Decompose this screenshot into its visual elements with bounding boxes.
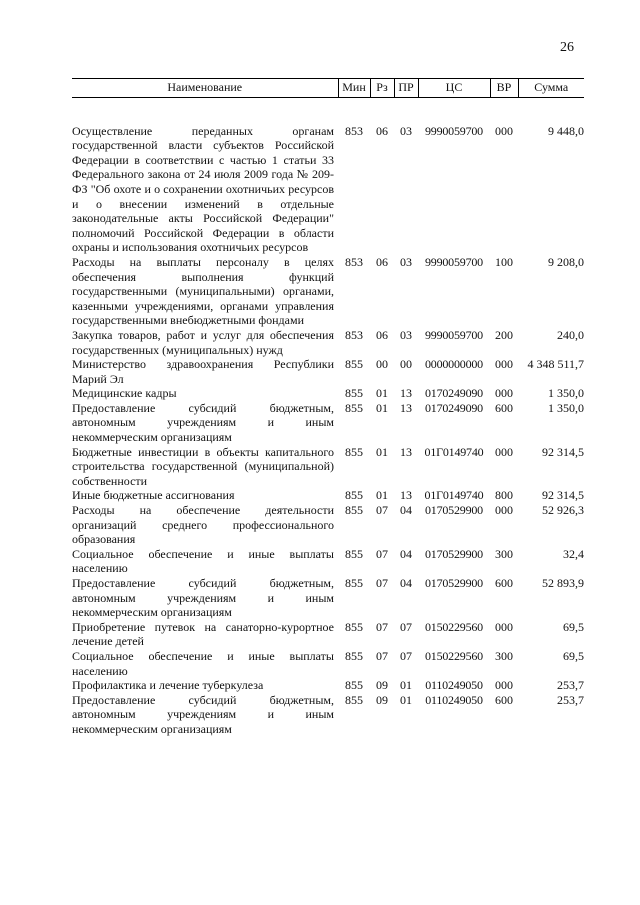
table-row: [72, 547, 584, 576]
cell-name: Расходы на выплаты персоналу в целях обеспечения выполнения функций государственными (муниципальными) органами, казенными учреждениями, органами управления государственными внебюджетными фондами: [72, 254, 334, 328]
cell-vr: 100: [495, 254, 513, 269]
cell-cs: 0170529900: [424, 503, 483, 518]
cell-sum: 253,7: [557, 692, 584, 707]
table-body: [72, 97, 584, 736]
cell-vr: 600: [495, 692, 513, 707]
cell-vr: 300: [495, 546, 513, 561]
cell-vr: 000: [495, 386, 513, 401]
cell-sum: 9 208,0: [548, 254, 584, 269]
cell-rz: 09: [376, 678, 388, 693]
cell-cs: 0170249090: [424, 400, 483, 415]
cell-min: 855: [345, 576, 363, 590]
cell-vr: 000: [495, 357, 513, 372]
page-number: 26: [560, 40, 574, 55]
cell-pr: 13: [400, 386, 412, 401]
cell-min: 855: [345, 488, 363, 503]
table-row: [72, 488, 584, 503]
cell-pr: 03: [400, 123, 412, 138]
cell-min: 855: [345, 619, 363, 634]
table-row: [72, 97, 584, 255]
cell-rz: 06: [376, 123, 388, 138]
cell-sum: 1 350,0: [548, 386, 584, 401]
cell-cs: 01Г0149740: [424, 488, 484, 503]
cell-vr: 300: [495, 648, 513, 663]
cell-pr: 07: [400, 619, 412, 634]
cell-cs: 0170249090: [424, 386, 483, 401]
table-row: [72, 620, 584, 649]
cell-sum: 9 448,0: [548, 123, 584, 138]
table-row: [72, 576, 584, 620]
cell-min: 855: [345, 692, 363, 707]
cell-min: 855: [345, 400, 363, 415]
cell-sum: 52 893,9: [542, 576, 584, 590]
cell-vr: 000: [495, 619, 513, 634]
cell-min: 855: [345, 678, 363, 693]
cell-name: Предоставление субсидий бюджетным, автономным учреждениям и иным некоммерческим организациям: [72, 576, 334, 620]
table-row: [72, 503, 584, 547]
cell-sum: 253,7: [557, 678, 584, 693]
cell-sum: 52 926,3: [542, 503, 584, 518]
cell-pr: 03: [400, 254, 412, 269]
cell-cs: 0170529900: [424, 546, 483, 561]
cell-pr: 01: [400, 678, 412, 693]
cell-vr: 800: [495, 488, 513, 503]
cell-min: 855: [345, 648, 363, 663]
cell-min: 855: [345, 386, 363, 401]
cell-sum: 240,0: [557, 327, 584, 342]
cell-rz: 07: [376, 576, 388, 590]
cell-rz: 07: [376, 503, 388, 518]
cell-cs: 0000000000: [424, 357, 483, 372]
cell-sum: 1 350,0: [548, 400, 584, 415]
cell-name: Иные бюджетные ассигнования: [72, 488, 235, 503]
header-min: Мин: [338, 79, 370, 98]
cell-pr: 04: [400, 503, 412, 518]
cell-pr: 13: [400, 444, 412, 459]
cell-vr: 000: [495, 444, 513, 459]
cell-cs: 0110249050: [425, 678, 483, 693]
cell-name: Профилактика и лечение туберкулеза: [72, 678, 264, 693]
header-cs: ЦС: [418, 79, 490, 98]
cell-rz: 07: [376, 619, 388, 634]
table-row: [72, 401, 584, 445]
cell-min: 855: [345, 503, 363, 518]
table-header-row: [72, 79, 584, 98]
cell-vr: 000: [495, 503, 513, 518]
cell-min: 855: [345, 357, 363, 372]
table-row: [72, 649, 584, 678]
cell-vr: 600: [495, 400, 513, 415]
cell-rz: 01: [376, 386, 388, 401]
header-rz: Рз: [370, 79, 394, 98]
header-sum: Сумма: [518, 79, 584, 98]
cell-min: 855: [345, 444, 363, 459]
cell-pr: 13: [400, 400, 412, 415]
cell-name: Медицинские кадры: [72, 386, 177, 401]
cell-rz: 07: [376, 546, 388, 561]
cell-rz: 06: [376, 327, 388, 342]
cell-sum: 92 314,5: [542, 488, 584, 503]
cell-name: Социальное обеспечение и иные выплаты населению: [72, 546, 334, 576]
cell-name: Расходы на обеспечение деятельности организаций среднего профессионального образования: [72, 503, 334, 547]
cell-sum: 32,4: [563, 546, 584, 561]
cell-cs: 0110249050: [425, 692, 483, 707]
cell-cs: 9990059700: [424, 254, 483, 269]
header-name: Наименование: [72, 79, 338, 98]
table-row: [72, 445, 584, 489]
table-row: [72, 386, 584, 401]
cell-pr: 04: [400, 546, 412, 561]
table-row: [72, 328, 584, 357]
cell-cs: 0150229560: [424, 619, 483, 634]
cell-name: Социальное обеспечение и иные выплаты населению: [72, 648, 334, 678]
cell-sum: 92 314,5: [542, 444, 584, 459]
cell-rz: 06: [376, 254, 388, 269]
cell-pr: 00: [400, 357, 412, 372]
cell-sum: 69,5: [563, 619, 584, 634]
cell-min: 855: [345, 546, 363, 561]
header-pr: ПР: [394, 79, 418, 98]
table-row: [72, 357, 584, 386]
cell-sum: 4 348 511,7: [527, 357, 584, 372]
cell-pr: 07: [400, 648, 412, 663]
cell-name: Приобретение путевок на санаторно-курортное лечение детей: [72, 619, 334, 649]
cell-min: 853: [345, 254, 363, 269]
cell-rz: 01: [376, 444, 388, 459]
cell-vr: 200: [495, 327, 513, 342]
cell-rz: 09: [376, 692, 388, 707]
cell-vr: 600: [495, 576, 513, 590]
cell-vr: 000: [495, 678, 513, 693]
cell-pr: 01: [400, 692, 412, 707]
table-row: [72, 693, 584, 737]
cell-name: Предоставление субсидий бюджетным, автономным учреждениям и иным некоммерческим организациям: [72, 400, 334, 445]
cell-min: 853: [345, 327, 363, 342]
table-row: [72, 255, 584, 328]
cell-name: Министерство здравоохранения Республики Марий Эл: [72, 357, 334, 386]
cell-cs: 0150229560: [424, 648, 483, 663]
cell-sum: 69,5: [563, 648, 584, 663]
cell-min: 853: [345, 123, 363, 138]
cell-rz: 01: [376, 488, 388, 503]
cell-name: Закупка товаров, работ и услуг для обеспечения государственных (муниципальных) нужд: [72, 327, 334, 357]
budget-table: [72, 78, 584, 737]
cell-cs: 0170529900: [424, 576, 483, 590]
cell-pr: 13: [400, 488, 412, 503]
cell-cs: 9990059700: [424, 123, 483, 138]
cell-cs: 9990059700: [424, 327, 483, 342]
cell-name: Предоставление субсидий бюджетным, автономным учреждениям и иным некоммерческим организациям: [72, 692, 334, 736]
cell-pr: 03: [400, 327, 412, 342]
cell-rz: 07: [376, 648, 388, 663]
cell-cs: 01Г0149740: [424, 444, 484, 459]
cell-name: Осуществление переданных органам государственной власти субъектов Российской Федерации в соответствии с частью 1 статьи 33 Федерального закона от 24 июля 2009 года № 209-ФЗ "Об охоте и о сохранении охотничьих ресурсов и о внесении изменений в отдельные законодательные акты Российской Федерации" полномочий Российской Федерации в области охраны и использования охотничьих ресурсов: [72, 123, 334, 255]
cell-rz: 01: [376, 400, 388, 415]
cell-rz: 00: [376, 357, 388, 372]
cell-vr: 000: [495, 123, 513, 138]
table-row: [72, 678, 584, 693]
cell-pr: 04: [400, 576, 412, 590]
cell-name: Бюджетные инвестиции в объекты капитального строительства государственной (муниципальной) собственности: [72, 444, 334, 488]
header-vr: ВР: [490, 79, 518, 98]
